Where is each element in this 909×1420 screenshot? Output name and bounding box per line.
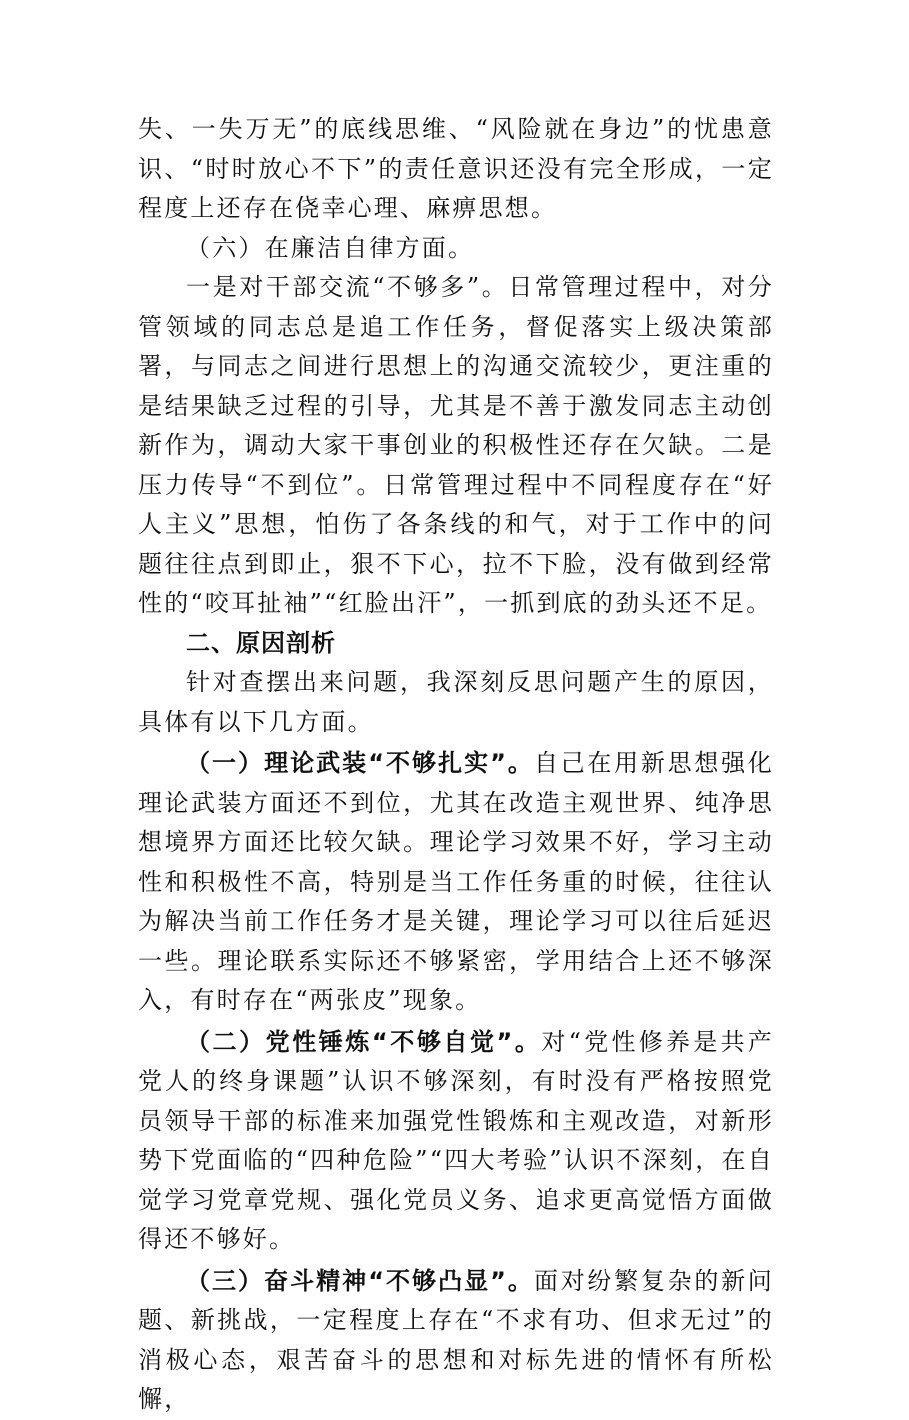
paragraph-integrity-issues: 一是对干部交流“不够多”。日常管理过程中，对分管领域的同志总是追工作任务，督促落实上级决策部署，与同志之间进行思想上的沟通交流较少，更注重的是结果缺乏过程的引导，尤其是不善于激发同志主动创新作为，调动大家干事创业的积极性还存在欠缺。二是压力传导“不到位”。日常管理过程中不同程度存在“好人主义”思想，怕伤了各条线的和气，对于工作中的问题往往点到即止，狠不下心，拉不下脸，没有做到经常性的“咬耳扯袖”“红脸出汗”，一抓到底的劲头还不足。 <box>138 273 774 617</box>
section-heading-cause-analysis: 二、原因剖析 <box>186 628 336 657</box>
paragraph-lead-party-spirit: （二）党性锤炼“不够自觉”。 <box>186 1027 542 1056</box>
paragraph-party-spirit <box>138 1023 774 1260</box>
paragraph-continuation: 失、一失万无”的底线思维、“风险就在身边”的忧患意识、“时时放心不下”的责任意识还没有完全形成，一定程度上还存在侥幸心理、麻痹思想。 <box>138 115 774 222</box>
paragraph-theory-arming <box>138 744 774 1021</box>
paragraph-lead-striving: （三）奋斗精神“不够凸显”。 <box>186 1266 534 1295</box>
document-body <box>138 110 774 1420</box>
paragraph-lead-theory: （一）理论武装“不够扎实”。 <box>186 749 534 777</box>
paragraph-body-striving: 面对纷繁复杂的新问题、新挑战，一定程度上存在“不求有功、但求无过”的消极心态，艰苦奋斗的思想和对标先进的情怀有所松懈， <box>138 1266 775 1413</box>
paragraph-body-party-spirit: 对“党性修养是共产党人的终身课题”认识不够深刻，有时没有严格按照党员领导干部的标准来加强党性锻炼和主观改造，对新形势下党面临的“四种危险”“四大考验”认识不深刻，在自觉学习党章党规、强化党员义务、追求更高觉悟方面做得还不够好。 <box>138 1027 774 1253</box>
paragraph-cause-intro: 针对查摆出来问题，我深刻反思问题产生的原因，具体有以下几方面。 <box>138 668 774 736</box>
paragraph-body-theory: 自己在用新思想强化理论武装方面还不到位，尤其在改造主观世界、纯净思想境界方面还比较欠缺。理论学习效果不好，学习主动性和积极性不高，特别是当工作任务重的时候，往往认为解决当前工作任务才是关键，理论学习可以往后延迟一些。理论联系实际还不够紧密，学用结合上还不够深入，有时存在“两张皮”现象。 <box>138 749 775 1014</box>
paragraph-striving-spirit <box>138 1262 774 1420</box>
subsection-heading-integrity: （六）在廉洁自律方面。 <box>186 233 475 262</box>
